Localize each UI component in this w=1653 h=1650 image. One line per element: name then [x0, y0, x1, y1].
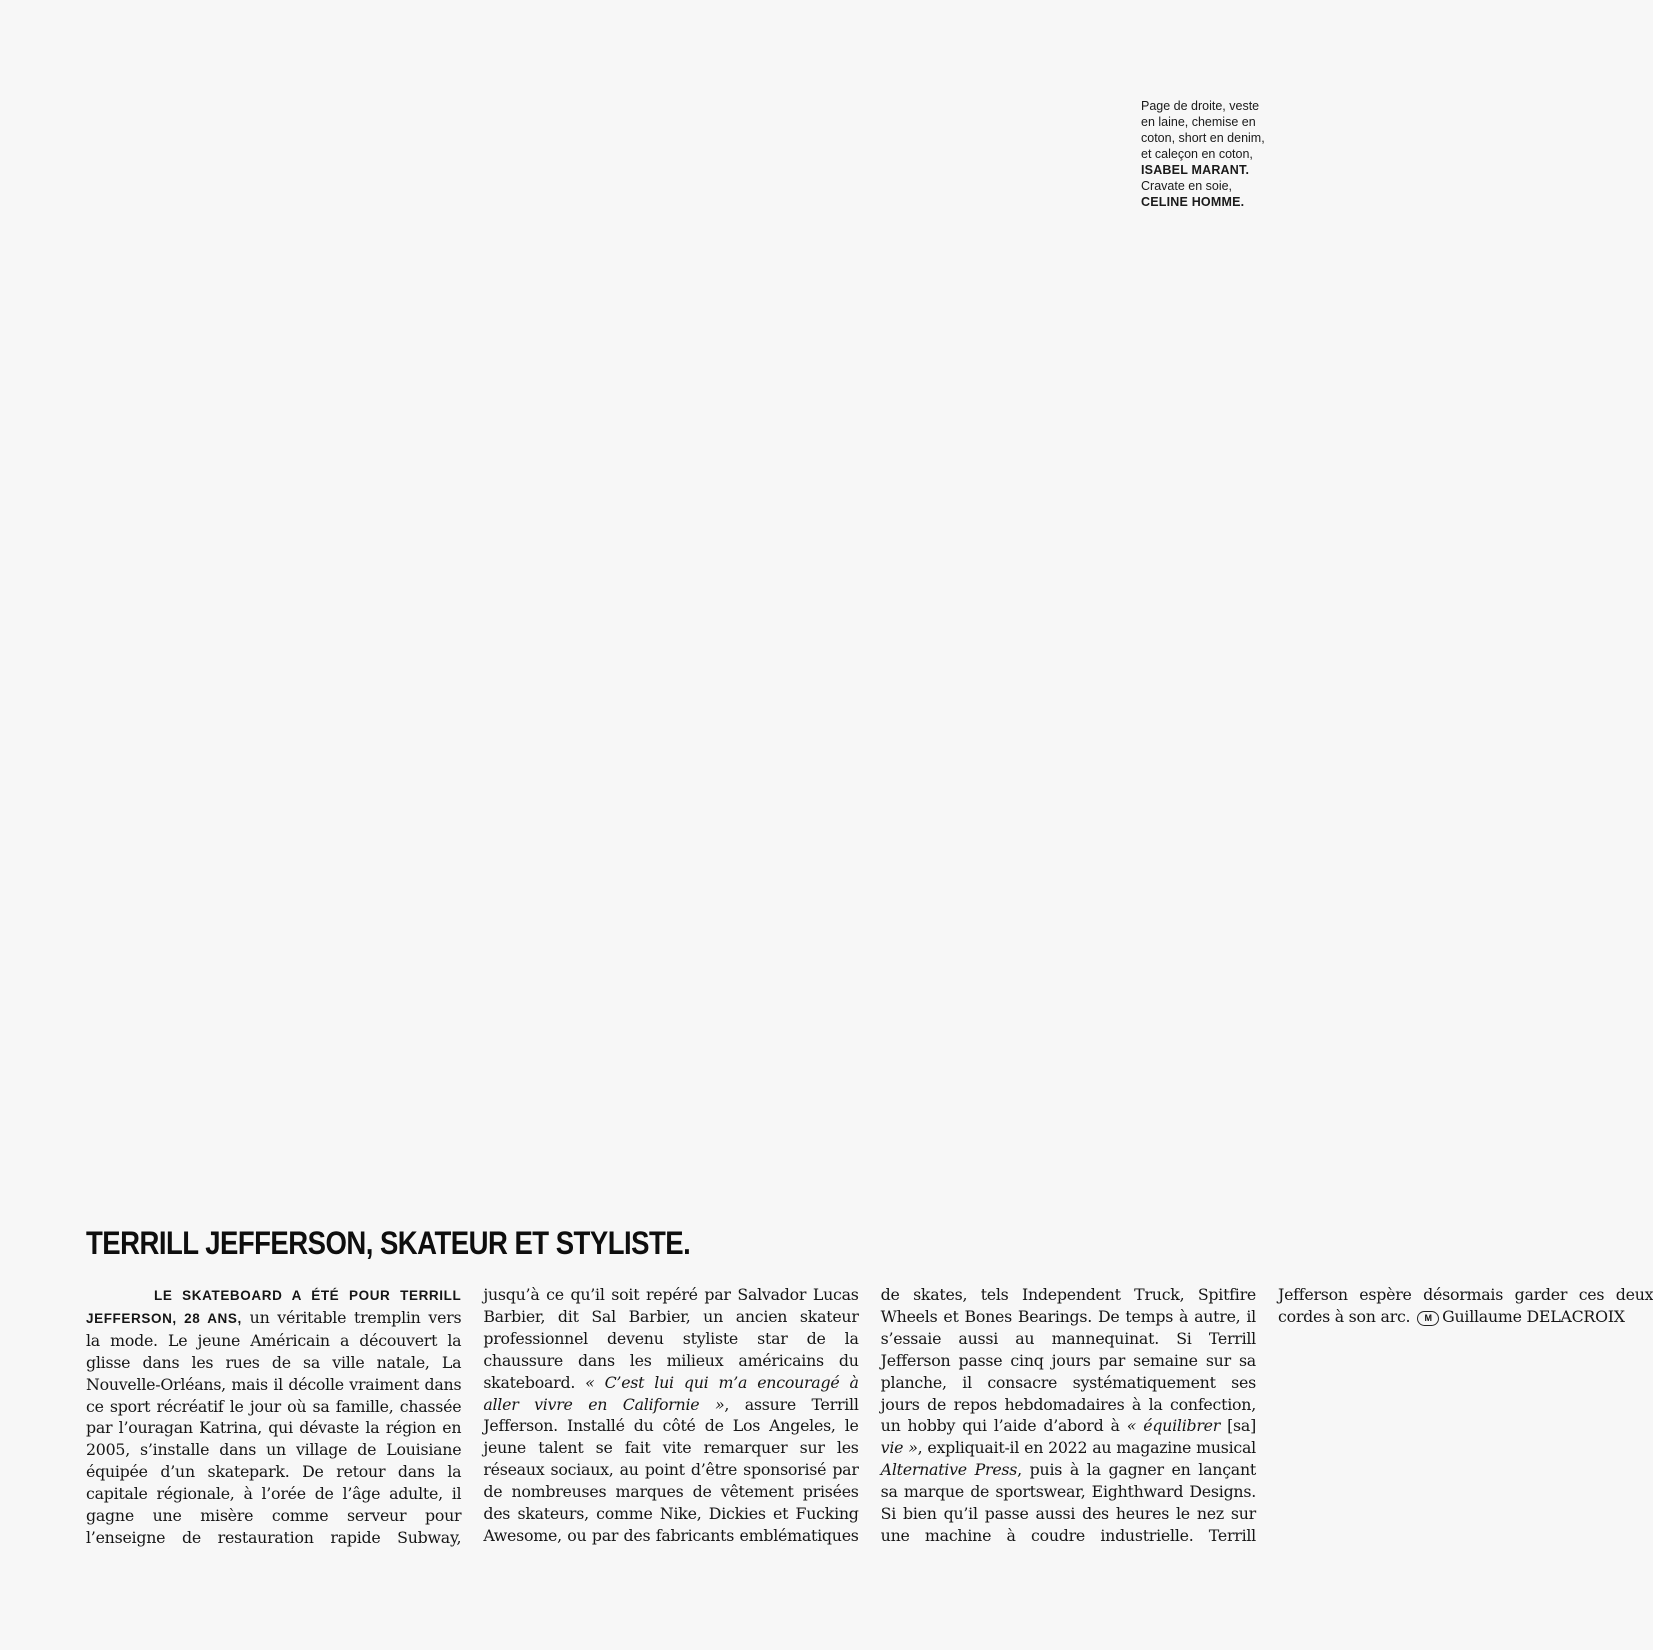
author-name: Guillaume DELACROIX — [1442, 1306, 1625, 1326]
magazine-name: Alternative Press — [880, 1460, 1018, 1480]
article-lead: LE SKATEBOARD A ÉTÉ POUR TERRILL JEFFERSON, 28 ANS, — [86, 1288, 462, 1326]
quote-2-insert: [sa] — [1220, 1416, 1256, 1436]
body-text-4: , puis à la gagner en lançant sa marque de sportswear, Eighthward Designs. Si bien qu’il passe aussi des heures le nez sur une machine à coudre industrielle. Terrill Jefferson espère désormais garder ces deux cordes à son arc. — [880, 1285, 1653, 1545]
caption-brand-1: ISABEL MARANT. — [1141, 163, 1250, 177]
photo-caption — [1141, 98, 1266, 210]
quote-2-end: vie » — [880, 1438, 918, 1458]
article-headline: TERRILL JEFFERSON, SKATEUR ET STYLISTE. — [86, 1225, 691, 1261]
article-body — [86, 1284, 1653, 1554]
caption-brand-2: CELINE HOMME. — [1141, 195, 1245, 209]
article-paragraph — [86, 1284, 1653, 1554]
quote-2-start: « équilibrer — [1126, 1416, 1221, 1436]
quote-1: « C’est lui qui m’a encouragé à aller vivre en Californie » — [483, 1372, 859, 1414]
body-text-1: un véritable tremplin vers la mode. Le jeune Américain a découvert la glisse dans les rues de sa ville natale, La Nouvelle-Orléans, mais il décolle vraiment dans ce sport récréatif le jour où sa famille, chassée par l’ouragan Katrina, qui dévaste la région en 2005, s’installe dans un village de Louisiane équipée d’un skatepark. De retour dans la capitale régionale, à l’orée de l’âge adulte, il gagne une misère comme serveur pour l’enseigne de restauration rapide Subway, jusqu’à ce qu’il soit repéré par Salvador Lucas Barbier, dit Sal Barbier, un ancien skateur professionnel devenu styliste star de la chaussure dans les milieux américains du skateboard. — [86, 1285, 859, 1547]
signature-mark-icon: M — [1417, 1311, 1439, 1326]
caption-text-1: Page de droite, veste en laine, chemise en coton, short en denim, et caleçon en coton, — [1141, 99, 1265, 161]
caption-text-2: Cravate en soie, — [1141, 179, 1233, 193]
body-text-2: , assure Terrill Jefferson. Installé du côté de Los Angeles, le jeune talent se fait vite remarquer sur les réseaux sociaux, au point d’être sponsorisé par de nombreuses marques de vêtement prisées des skateurs, comme Nike, Dickies et Fucking Awesome, ou par des fabricants emblématiques de skates, tels Independent Truck, Spitfire Wheels et Bones Bearings. De temps à autre, il s’essaie aussi au mannequinat. Si Terrill Jefferson passe cinq jours par semaine sur sa planche, il consacre systématiquement ses jours de repos hebdomadaires à la confection, un hobby qui l’aide d’abord à — [483, 1285, 1256, 1545]
body-text-3: , expliquait-il en 2022 au magazine musical — [917, 1438, 1256, 1458]
